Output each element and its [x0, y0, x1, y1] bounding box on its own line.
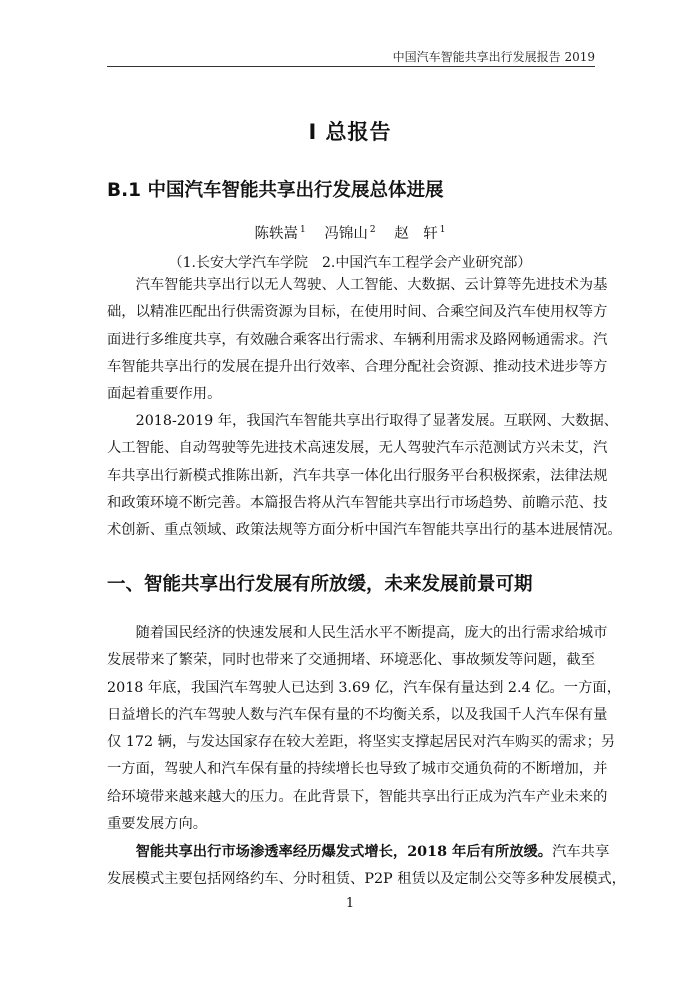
author-name: 赵 轩	[394, 226, 438, 242]
text-line: 汽车智能共享出行以无人驾驶、人工智能、大数据、云计算等先进技术为基	[107, 277, 608, 293]
sentence-continuation: 汽车共享	[552, 844, 610, 860]
author	[324, 226, 375, 242]
author-list	[0, 222, 700, 243]
text-line	[107, 839, 610, 866]
text-line: 车智能共享出行的发展在提升出行效率、合理分配社会资源、推动技术进步等方	[107, 358, 608, 375]
text-line: 2018-2019 年，我国汽车智能共享出行取得了显著发展。互联网、大数据、	[107, 413, 619, 429]
author	[394, 226, 445, 242]
text-line: 发展带来了繁荣，同时也带来了交通拥堵、环境恶化、事故频发等问题，截至	[107, 652, 595, 669]
running-header: 中国汽车智能共享出行发展报告 2019	[392, 50, 595, 64]
text-line: 日益增长的汽车驾驶人数与汽车保有量的不均衡关系，以及我国千人汽车保有量	[107, 706, 608, 723]
market-paragraph	[107, 839, 626, 894]
text-line: 面进行多维度共享，有效融合乘客出行需求、车辆利用需求及路网畅通需求。汽	[107, 331, 608, 348]
text-line: 人工智能、自动驾驶等先进技术高速发展，无人驾驶汽车示范测试方兴未艾，汽	[107, 440, 608, 457]
context-paragraph	[107, 620, 621, 838]
text-line: 随着国民经济的快速发展和人民生活水平不断提高，庞大的出行需求给城市	[107, 625, 608, 641]
header-rule	[107, 66, 595, 67]
text-line: 础，以精准匹配出行供需资源为目标，在使用时间、合乘空间及汽车使用权等方	[107, 304, 608, 321]
author-affiliation-mark: 1	[300, 225, 306, 236]
text-line: 术创新、重点领域、政策法规等方面分析中国汽车智能共享出行的基本进展情况。	[107, 522, 622, 539]
overview-paragraph	[107, 408, 622, 544]
intro-paragraph	[107, 272, 608, 408]
author-name: 陈轶嵩	[254, 226, 299, 242]
author-affiliations: （1.长安大学汽车学院 2.中国汽车工程学会产业研究部）	[168, 255, 532, 271]
text-line: 给环境带来越来越大的压力。在此背景下，智能共享出行正成为汽车产业未来的	[107, 788, 608, 805]
text-line: 面起着重要作用。	[107, 386, 222, 403]
text-line: 仅 172 辆，与发达国家存在较大差距，将坚实支撑起居民对汽车购买的需求；另	[107, 734, 616, 751]
text-line: 发展模式主要包括网络约车、分时租赁、P2P 租赁以及定制公交等多种发展模式，	[107, 871, 626, 888]
author-affiliation-mark: 1	[439, 225, 446, 236]
chapter-title: B.1 中国汽车智能共享出行发展总体进展	[107, 180, 444, 201]
author-affiliation-mark: 2	[369, 225, 376, 236]
part-title: Ⅰ 总报告	[308, 120, 392, 144]
bold-lead-sentence: 智能共享出行市场渗透率经历爆发式增长，2018 年后有所放缓。	[107, 844, 553, 860]
text-line: 车共享出行新模式推陈出新，汽车共享一体化出行服务平台积极探索，法律法规	[107, 467, 608, 484]
text-line: 和政策环境不断完善。本篇报告将从汽车智能共享出行市场趋势、前瞻示范、技	[107, 494, 608, 511]
author-name: 冯锦山	[324, 226, 368, 242]
text-line: 重要发展方向。	[107, 816, 208, 833]
page-number: 1	[345, 896, 355, 911]
section-heading: 一、智能共享出行发展有所放缓，未来发展前景可期	[107, 574, 533, 595]
author	[255, 226, 306, 242]
text-line: 2018 年底，我国汽车驾驶人已达到 3.69 亿，汽车保有量达到 2.4 亿。一方面，	[107, 679, 621, 696]
text-line: 一方面，驾驶人和汽车保有量的持续增长也导致了城市交通负荷的不断增加，并	[107, 761, 608, 778]
